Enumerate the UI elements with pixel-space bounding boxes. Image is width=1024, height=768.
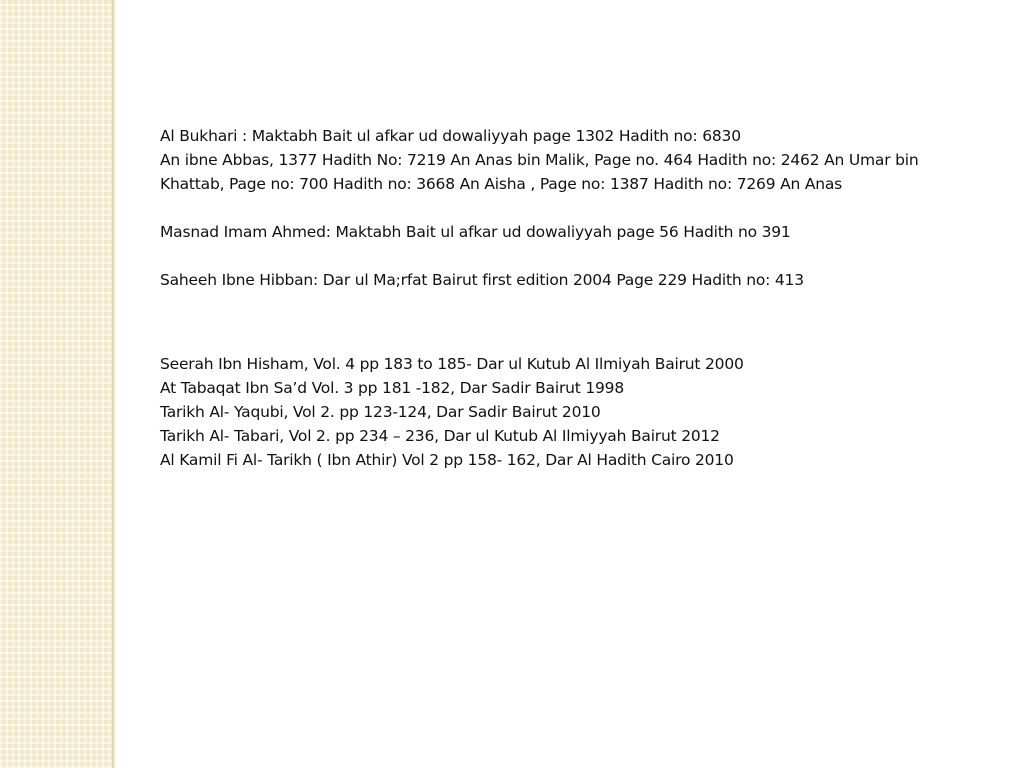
side-band-edge bbox=[112, 0, 116, 768]
reference-line: Tarikh Al- Tabari, Vol 2. pp 234 – 236, Dar ul Kutub Al Ilmiyyah Bairut 2012 bbox=[160, 427, 720, 445]
reference-line: At Tabaqat Ibn Sa’d Vol. 3 pp 181 -182, Dar Sadir Bairut 1998 bbox=[160, 379, 624, 397]
reference-line: Al Bukhari : Maktabh Bait ul afkar ud dowaliyyah page 1302 Hadith no: 6830 bbox=[160, 127, 741, 145]
references-list bbox=[160, 124, 990, 472]
reference-line: An ibne Abbas, 1377 Hadith No: 7219 An Anas bin Malik, Page no. 464 Hadith no: 2462 An Umar bin bbox=[160, 151, 919, 169]
reference-line: Masnad Imam Ahmed: Maktabh Bait ul afkar ud dowaliyyah page 56 Hadith no 391 bbox=[160, 223, 791, 241]
spacer bbox=[160, 196, 990, 220]
decorative-side-band bbox=[0, 0, 112, 768]
reference-line: Tarikh Al- Yaqubi, Vol 2. pp 123-124, Dar Sadir Bairut 2010 bbox=[160, 403, 601, 421]
spacer bbox=[160, 244, 990, 268]
reference-line: Al Kamil Fi Al- Tarikh ( Ibn Athir) Vol 2 pp 158- 162, Dar Al Hadith Cairo 2010 bbox=[160, 451, 734, 469]
reference-line: Saheeh Ibne Hibban: Dar ul Ma;rfat Bairut first edition 2004 Page 229 Hadith no: 413 bbox=[160, 271, 804, 289]
reference-line: Khattab, Page no: 700 Hadith no: 3668 An Aisha , Page no: 1387 Hadith no: 7269 An Anas bbox=[160, 175, 843, 193]
spacer bbox=[160, 292, 990, 352]
reference-line: Seerah Ibn Hisham, Vol. 4 pp 183 to 185- Dar ul Kutub Al Ilmiyah Bairut 2000 bbox=[160, 355, 744, 373]
